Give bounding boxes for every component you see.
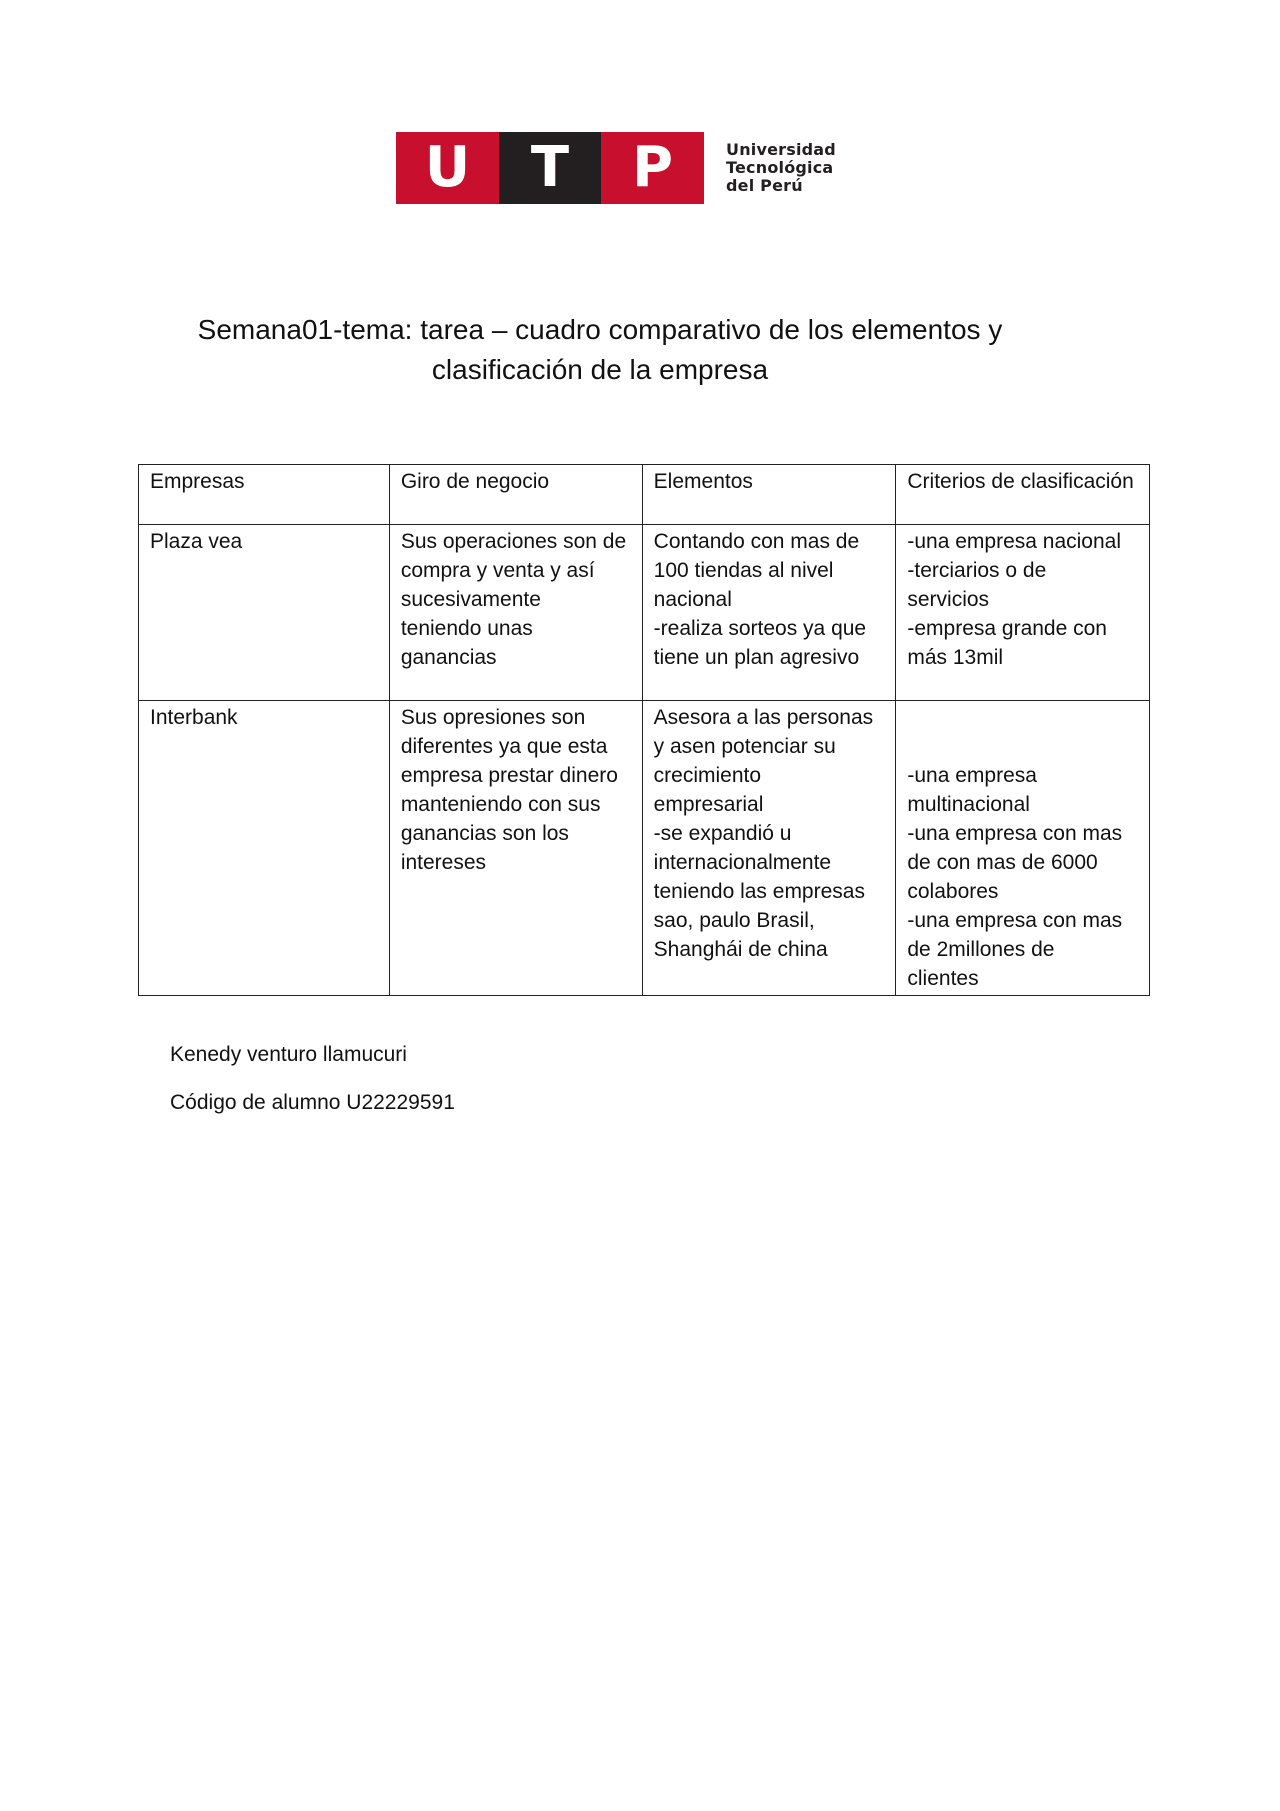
cell-line: colabores bbox=[907, 880, 999, 903]
cell-line: -empresa grande con bbox=[907, 617, 1107, 640]
cell-line: intereses bbox=[400, 851, 487, 874]
cell-line: manteniendo con sus bbox=[400, 793, 601, 816]
cell-line: teniendo unas bbox=[400, 617, 533, 640]
cell-line: -se expandió u bbox=[653, 822, 792, 845]
cell-line: Sus opresiones son bbox=[400, 706, 586, 729]
title-line-2: clasificación de la empresa bbox=[431, 354, 769, 385]
cell-line: -una empresa nacional bbox=[907, 530, 1122, 553]
cell-line: empresa prestar dinero bbox=[400, 764, 618, 787]
university-name-line: del Perú bbox=[726, 176, 803, 195]
header-giro: Giro de negocio bbox=[389, 465, 642, 525]
cell-line: -una empresa con mas bbox=[907, 822, 1123, 845]
title-line-1: Semana01-tema: tarea – cuadro comparativo de los elementos y bbox=[197, 314, 1003, 345]
table-row bbox=[139, 525, 1150, 701]
logo-blocks bbox=[396, 132, 704, 204]
cell-line: multinacional bbox=[907, 793, 1030, 816]
cell-line: Asesora a las personas bbox=[653, 706, 874, 729]
cell-line: diferentes ya que esta bbox=[400, 735, 608, 758]
utp-logo bbox=[396, 132, 876, 204]
header-empresas: Empresas bbox=[139, 465, 390, 525]
cell-line: empresarial bbox=[653, 793, 764, 816]
cell-giro bbox=[389, 525, 642, 701]
cell-criterios bbox=[896, 525, 1150, 701]
university-name-line: Universidad bbox=[726, 140, 836, 159]
cell-spacer bbox=[907, 703, 1139, 732]
cell-giro bbox=[389, 701, 642, 996]
cell-line: de 2millones de bbox=[907, 938, 1055, 961]
cell-elementos bbox=[642, 701, 896, 996]
cell-line: Shanghái de china bbox=[653, 938, 828, 961]
cell-line: ganancias son los bbox=[400, 822, 569, 845]
logo-letter-u: U bbox=[396, 132, 499, 204]
logo-letter-p: P bbox=[601, 132, 704, 204]
cell-line: de con mas de 6000 bbox=[907, 851, 1098, 874]
cell-line: Contando con mas de bbox=[653, 530, 860, 553]
document-title bbox=[130, 310, 1070, 390]
cell-line: clientes bbox=[907, 967, 979, 990]
cell-line: sucesivamente bbox=[400, 588, 541, 611]
cell-line: nacional bbox=[653, 588, 732, 611]
table-header-row bbox=[139, 465, 1150, 525]
table-row bbox=[139, 701, 1150, 996]
cell-line: -una empresa con mas bbox=[907, 909, 1123, 932]
cell-line: ganancias bbox=[400, 646, 497, 669]
header-criterios: Criterios de clasificación bbox=[896, 465, 1150, 525]
university-name-line: Tecnológica bbox=[726, 158, 834, 177]
cell-spacer bbox=[907, 732, 1139, 761]
cell-line: -una empresa bbox=[907, 764, 1037, 787]
cell-line: -terciarios o de bbox=[907, 559, 1047, 582]
cell-line: y asen potenciar su bbox=[653, 735, 836, 758]
cell-line: internacionalmente bbox=[653, 851, 832, 874]
cell-empresa: Plaza vea bbox=[139, 525, 390, 701]
cell-line: 100 tiendas al nivel bbox=[653, 559, 834, 582]
cell-criterios bbox=[896, 701, 1150, 996]
cell-elementos bbox=[642, 525, 896, 701]
logo-letter-t: T bbox=[499, 132, 601, 204]
cell-line: tiene un plan agresivo bbox=[653, 646, 860, 669]
cell-line: compra y venta y así bbox=[400, 559, 595, 582]
cell-line: sao, paulo Brasil, bbox=[653, 909, 815, 932]
university-name bbox=[726, 141, 836, 195]
comparison-table bbox=[138, 464, 1150, 996]
cell-line: -realiza sorteos ya que bbox=[653, 617, 867, 640]
cell-line: Sus operaciones son de bbox=[400, 530, 627, 553]
cell-line: teniendo las empresas bbox=[653, 880, 865, 903]
cell-line: crecimiento bbox=[653, 764, 762, 787]
student-code: Código de alumno U22229591 bbox=[170, 1091, 455, 1114]
cell-line: más 13mil bbox=[907, 646, 1004, 669]
cell-line: servicios bbox=[907, 588, 990, 611]
cell-empresa: Interbank bbox=[139, 701, 390, 996]
author-name: Kenedy venturo llamucuri bbox=[170, 1043, 407, 1066]
header-elementos: Elementos bbox=[642, 465, 896, 525]
